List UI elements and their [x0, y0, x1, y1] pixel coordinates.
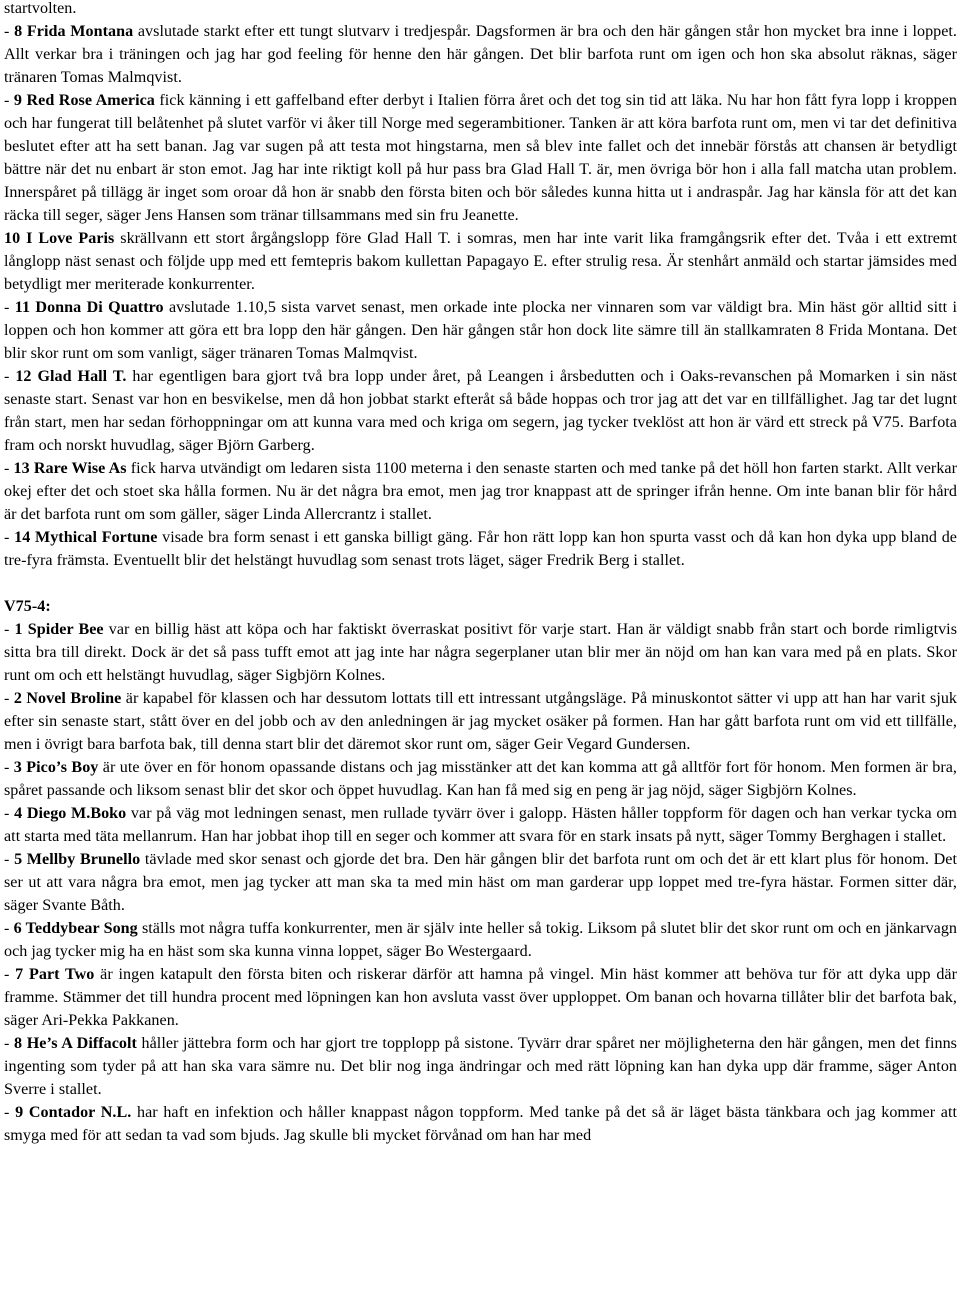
- horse-entry: [4, 687, 957, 756]
- entry-prefix: -: [4, 805, 15, 822]
- entry-text: fick känning i ett gaffelband efter derbyt i Italien förra året och det tog sin tid att läka. Nu har hon fått fyra lopp i kroppen och har fungerat till belåtenhet på slutet varför vi åker till Norge med segerambitioner. Tanken är att köra barfota runt om, men vi tar det definitiva beslutet efter att ha sett banan. Jag var sugen på att testa mot hingstarna, men så blev inte fallet och det innebär förstås att chansen är betydligt bättre när det nu enbart är ston emot. Jag har inte riktigt koll på hur pass bra Glad Hall T. är, men övriga bör hon i alla fall matcha utan problem. Innerspåret på tillägg är inget som oroar då hon är snabb den första biten och bör således kunna hitta ut i andraspår. Jag har känsla för att det kan räcka till seger, säger Jens Hansen som tränar tillsammans med sin fru Jeanette.: [4, 92, 957, 224]
- entry-prefix: -: [4, 92, 14, 109]
- horse-name: 8 He’s A Diffacolt: [14, 1035, 137, 1052]
- entry-prefix: -: [4, 299, 15, 316]
- horse-entry: [4, 1101, 957, 1147]
- entry-text: ställs mot några tuffa konkurrenter, men är själv inte heller så tokig. Liksom på slutet blir det skor runt om och en jänkarvagn och jag tycker mig ha en häst som ska kunna vinna loppet, säger Bo Westergaard.: [4, 920, 958, 960]
- horse-entry: [4, 526, 957, 572]
- entry-prefix: -: [4, 966, 16, 983]
- horse-entry: [4, 802, 957, 848]
- entry-prefix: -: [4, 759, 14, 776]
- section-v75-4-entries: [4, 618, 957, 1147]
- entry-text: visade bra form senast i ett ganska billigt gäng. Får hon rätt lopp kan hon spurta vasst och då kan hon dyka upp bland de tre-fyra främsta. Eventuellt blir det helstängt huvudlag som senast trots läget, säger Fredrik Berg i stallet.: [4, 529, 957, 569]
- entry-text: avslutade starkt efter ett tungt slutvarv i tredjespår. Dagsformen är bra och den här gången står hon mycket bra inne i loppet. Allt verkar bra i träningen och jag har god feeling för henne den här gången. Det blir barfota runt om igen och hon ska absolut räknas, säger tränaren Tomas Malmqvist.: [4, 23, 957, 86]
- horse-name: 9 Red Rose America: [13, 92, 155, 109]
- entry-text: fick harva utvändigt om ledaren sista 1100 meterna i den senaste starten och med tanke på det höll hon farten starkt. Allt verkar okej efter det och stoet ska hålla formen. Nu är det några bra emot, men jag tror knappast att de springer ifrån henne. Om inte banan blir för hård är det barfota runt om som gäller, säger Linda Allercrantz i stallet.: [4, 460, 957, 523]
- horse-entry: [4, 365, 957, 457]
- entry-prefix: -: [4, 621, 15, 638]
- entry-prefix: -: [4, 529, 15, 546]
- horse-name: 7 Part Two: [15, 966, 95, 983]
- horse-name: 9 Contador N.L.: [15, 1104, 132, 1121]
- entry-text: är ingen katapult den första biten och riskerar därför att hamna på vingel. Min häst kommer att behöva tur för att dyka upp där framme. Stämmer det till hundra procent med löpningen kan hon avsluta vasst över upploppet. Om banan och hovarna tillåter blir det barfota bak, säger Ari-Pekka Pakkanen.: [4, 966, 957, 1029]
- entry-prefix: -: [4, 851, 15, 868]
- horse-name: 3 Pico’s Boy: [13, 759, 99, 776]
- horse-name: 8 Frida Montana: [14, 23, 134, 40]
- horse-entry: [4, 20, 957, 89]
- horse-entry: [4, 296, 957, 365]
- entry-text: tävlade med skor senast och gjorde det bra. Den här gången blir det barfota runt om och det är ett klart plus för honom. Det ser ut att vara några bra emot, men jag tycker att man ska ta med min häst om man garderar upp loppet med tre-fyra hästar. Formen sitter där, säger Svante Båth.: [4, 851, 957, 914]
- entry-text: avslutade 1.10,5 sista varvet senast, men orkade inte plocka ner vinnaren som var väldigt bra. Min häst gör alltid sitt i loppen och hon kommer att göra ett bra lopp den här gången. Den här gången står hon dock lite sämre till än stallkamraten 8 Frida Montana. Det blir skor runt om som vanligt, säger tränaren Tomas Malmqvist.: [4, 299, 957, 362]
- opening-line: startvolten.: [4, 0, 77, 17]
- horse-name: 13 Rare Wise As: [13, 460, 127, 477]
- entry-prefix: -: [4, 368, 16, 385]
- horse-entry: [4, 917, 957, 963]
- horse-entry: [4, 963, 957, 1032]
- entry-prefix: -: [4, 920, 14, 937]
- horse-name: 1 Spider Bee: [14, 621, 104, 638]
- entry-text: har haft en infektion och håller knappast någon toppform. Med tanke på det så är läget bästa tänkbara och jag kommer att smyga med för att sedan ta vad som bjuds. Jag skulle bli mycket förvånad om han har med: [4, 1104, 957, 1144]
- horse-entry: [4, 756, 957, 802]
- section-v75-3-entries: [4, 20, 957, 572]
- entry-text: håller jättebra form och har gjort tre topplopp på sistone. Tyvärr drar spåret ner möjligheterna den här gången, men det finns ingenting som tyder på att han ska vara sämre nu. Det blir nog inga ändringar och med rätt löpning kan han dyka upp där framme, säger Anton Sverre i stallet.: [4, 1035, 957, 1098]
- horse-name: 10 I Love Paris: [4, 230, 115, 247]
- horse-name: 6 Teddybear Song: [13, 920, 138, 937]
- horse-name: 2 Novel Broline: [13, 690, 122, 707]
- entry-text: var på väg mot ledningen senast, men rullade tyvärr över i galopp. Hästen håller toppform för dagen och han verkar tycka om att starta med täta mellanrum. Han har jobbat ihop till en seger och kommer att svara för en stark insats på nytt, säger Tommy Berghagen i stallet.: [4, 805, 957, 845]
- horse-name: 12 Glad Hall T.: [15, 368, 127, 385]
- entry-prefix: -: [4, 460, 14, 477]
- section-heading: V75-4:: [4, 598, 51, 615]
- horse-entry: [4, 227, 957, 296]
- entry-text: är kapabel för klassen och har dessutom lottats till ett intressant utgångsläge. På minuskontot sätter vi upp att han har varit sjuk efter sin senaste start, stått över en del jobb och av den anledningen är jag mycket osäker på formen. Han har gått barfota runt om vid ett tillfälle, men i övrigt bara barfota bak, till denna start blir det däremot skor runt om, säger Geir Vegard Gundersen.: [4, 690, 958, 753]
- entry-text: var en billig häst att köpa och har faktiskt överraskat positivt för varje start. Han är väldigt snabb från start och borde rimligtvis sitta bra till direkt. Dock är det så pass tufft emot att jag inte har några segerplaner utan blir mer än nöjd om han kan vara med på en plats. Skor runt om och ett helstängt huvudlag, säger Sigbjörn Kolnes.: [4, 621, 957, 684]
- section-spacer: [4, 572, 957, 595]
- horse-entry: [4, 618, 957, 687]
- entry-text: skrällvann ett stort årgångslopp före Glad Hall T. i somras, men har inte varit lika framgångsrik efter det. Tvåa i ett extremt långlopp näst senast och följde upp med ett femtepris bakom kullettan Papagayo E. efter strulig resa. Är stenhårt anmäld och startar jämsides med betydligt mer meriterade konkurrenter.: [4, 230, 957, 293]
- horse-name: 4 Diego M.Boko: [14, 805, 127, 822]
- horse-entry: [4, 848, 957, 917]
- entry-prefix: -: [4, 1104, 16, 1121]
- horse-name: 5 Mellby Brunello: [14, 851, 141, 868]
- entry-text: har egentligen bara gjort två bra lopp under året, på Leangen i årsbedutten och i Oaks-revanschen på Momarken i sin näst senaste start. Senast var hon en besvikelse, men då hon jobbat starkt efteråt så både hoppas och tror jag att det var en tillfällighet. Jag tar det lugnt från start, men har sedan förhoppningar om att kunna vara med och kriga om segern, jag tycker tveklöst att hon är värd ett streck på V75. Barfota fram och norskt huvudlag, säger Björn Garberg.: [4, 368, 958, 454]
- horse-entry: [4, 89, 957, 227]
- horse-name: 14 Mythical Fortune: [14, 529, 158, 546]
- entry-prefix: -: [4, 23, 15, 40]
- document-page: [4, 0, 957, 1147]
- entry-prefix: -: [4, 1035, 15, 1052]
- horse-entry: [4, 1032, 957, 1101]
- entry-prefix: -: [4, 690, 14, 707]
- horse-entry: [4, 457, 957, 526]
- entry-text: är ute över en för honom opassande distans och jag misstänker att det kan komma att gå alltför fort för honom. Men formen är bra, spåret passande och liksom senast blir det skor och öppet huvudlag. Kan han få med sig en peng är jag nöjd, säger Sigbjörn Kolnes.: [4, 759, 957, 799]
- horse-name: 11 Donna Di Quattro: [14, 299, 164, 316]
